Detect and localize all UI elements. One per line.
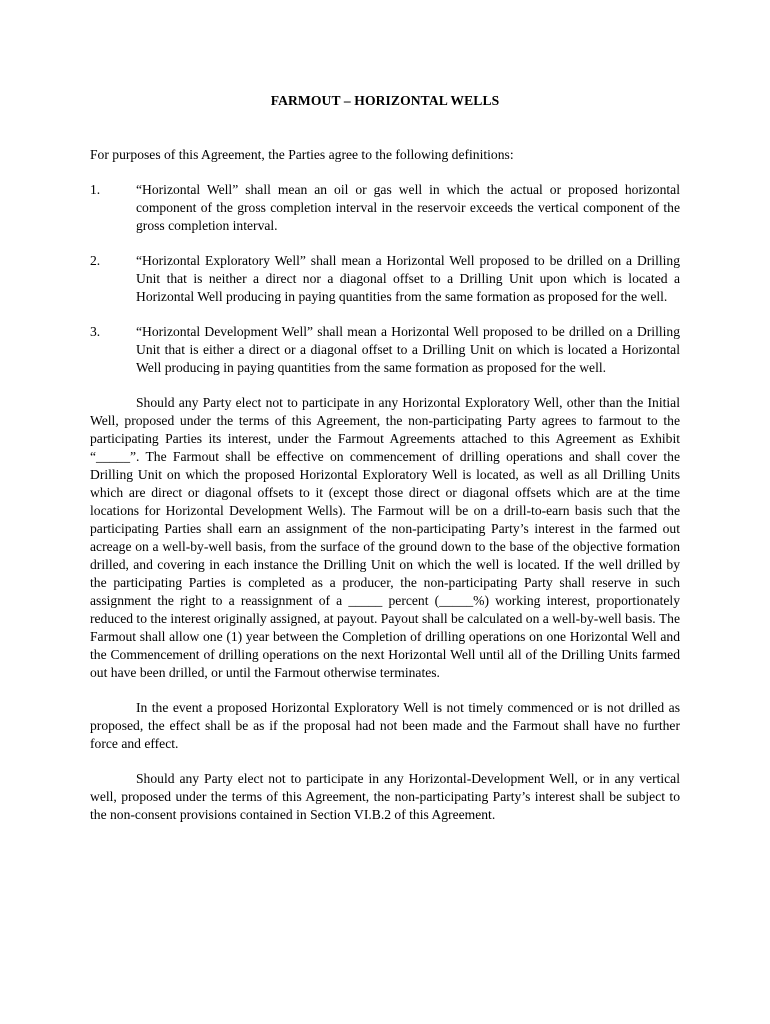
definition-number: 2. <box>90 253 101 268</box>
non-consent-paragraph: Should any Party elect not to participate in any Horizontal-Development Well, or in any vertical well, proposed under the terms of this Agreement, the non-participating Party’s interest shall be subject to the non-consent provisions contained in Section VI.B.2 of this Agreement. <box>90 771 680 822</box>
document-page <box>90 92 680 841</box>
definition-text: “Horizontal Development Well” shall mean a Horizontal Well proposed to be drilled on a Drilling Unit that is either a direct or a diagonal offset to a Drilling Unit on which is located a Horizontal Well producing in paying quantities from the same formation as proposed for the well. <box>136 324 680 375</box>
timely-commencement-paragraph: In the event a proposed Horizontal Exploratory Well is not timely commenced or is not drilled as proposed, the effect shall be as if the proposal had not been made and the Farmout shall have no further force and effect. <box>90 700 680 751</box>
intro-paragraph: For purposes of this Agreement, the Parties agree to the following definitions: <box>90 147 514 162</box>
definition-number: 3. <box>90 324 101 339</box>
document-title: FARMOUT – HORIZONTAL WELLS <box>270 93 500 108</box>
definition-item-1 <box>90 181 680 235</box>
definition-item-3 <box>90 323 680 377</box>
definition-text: “Horizontal Well” shall mean an oil or gas well in which the actual or proposed horizontal component of the gross completion interval in the reservoir exceeds the vertical component of the gross completion interval. <box>136 182 680 233</box>
farmout-paragraph: Should any Party elect not to participate in any Horizontal Exploratory Well, other than the Initial Well, proposed under the terms of this Agreement, the non-participating Party agrees to farmout to the participating Parties its interest, under the Farmout Agreements attached to this Agreement as Exhibit “_____”. The Farmout shall be effective on commencement of drilling operations and shall cover the Drilling Unit on which the proposed Horizontal Exploratory Well is located, as well as all Drilling Units which are direct or diagonal offsets to it (except those direct or diagonal offsets which are at the time locations for Horizontal Development Wells). The Farmout will be on a drill-to-earn basis such that the participating Parties shall earn an assignment of the non-participating Party’s interest in the farmed out acreage on a well-by-well basis, from the surface of the ground down to the base of the objective formation drilled, and covering in each instance the Drilling Unit on which the well is located. If the well drilled by the participating Parties is completed as a producer, the non-participating Party shall reserve in such assignment the right to a reassignment of a _____ percent (_____%) working interest, proportionately reduced to the interest originally assigned, at payout. Payout shall be calculated on a well-by-well basis. The Farmout shall allow one (1) year between the Completion of drilling operations on one Horizontal Well and the Commencement of drilling operations on the next Horizontal Well until all of the Drilling Units farmed out have been drilled, or until the Farmout otherwise terminates. <box>90 395 680 680</box>
definition-item-2 <box>90 252 680 306</box>
definition-number: 1. <box>90 182 101 197</box>
definition-text: “Horizontal Exploratory Well” shall mean a Horizontal Well proposed to be drilled on a Drilling Unit that is neither a direct nor a diagonal offset to a Drilling Unit upon which is located a Horizontal Well producing in paying quantities from the same formation as proposed for the well. <box>136 253 680 304</box>
